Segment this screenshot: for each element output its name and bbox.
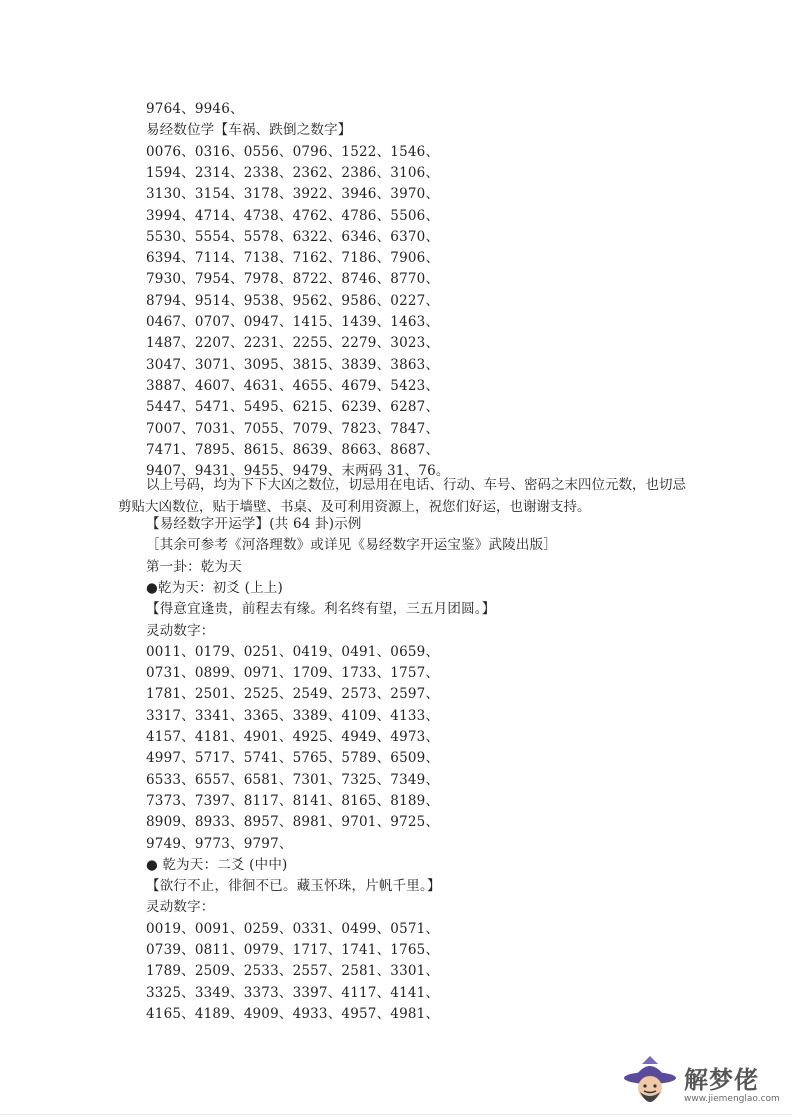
- page-bottom-rule: [0, 1114, 792, 1115]
- text-line: 7007、7031、7055、7079、7823、7847、: [146, 420, 440, 437]
- text-line: 3325、3349、3373、3397、4117、4141、: [146, 984, 440, 1001]
- text-line: 0076、0316、0556、0796、1522、1546、: [146, 143, 440, 160]
- text-line: ● 乾为天：二爻 (中中): [146, 856, 288, 873]
- text-line: 1789、2509、2533、2557、2581、3301、: [146, 963, 440, 980]
- text-line: 【易经数字开运学】(共 64 卦)示例: [146, 516, 362, 532]
- text-line: 0011、0179、0251、0419、0491、0659、: [146, 643, 440, 660]
- text-line: 3994、4714、4738、4762、4786、5506、: [146, 207, 440, 224]
- text-line: 0731、0899、0971、1709、1733、1757、: [146, 665, 440, 682]
- text-line: 易经数位学【车祸、跌倒之数字】: [146, 122, 352, 139]
- text-line: 5530、5554、5578、6322、6346、6370、: [146, 228, 440, 245]
- text-line: ●乾为天：初爻 (上上): [146, 579, 284, 596]
- text-line: 6533、6557、6581、7301、7325、7349、: [146, 771, 440, 788]
- text-line: 4997、5717、5741、5765、5789、6509、: [146, 750, 440, 767]
- text-line: 4157、4181、4901、4925、4949、4973、: [146, 729, 440, 745]
- text-line: 8794、9514、9538、9562、9586、0227、: [146, 292, 440, 309]
- text-line: 灵动数字：: [146, 899, 215, 916]
- text-line: 1781、2501、2525、2549、2573、2597、: [146, 686, 440, 703]
- text-line: 8909、8933、8957、8981、9701、9725、: [146, 814, 440, 831]
- text-line: 3047、3071、3095、3815、3839、3863、: [146, 356, 440, 373]
- text-line: 【欲行不止，徘徊不已。藏玉怀珠，片帆千里。】: [146, 878, 441, 895]
- text-line: 9407、9431、9455、9479、末两码 31、76。: [146, 463, 450, 480]
- text-line: 0019、0091、0259、0331、0499、0571、: [146, 920, 440, 937]
- site-watermark: [622, 1052, 782, 1116]
- fortune-teller-icon: [622, 1056, 678, 1112]
- text-line: ［其余可参考《河洛理数》或详见《易经数字开运宝鉴》武陵出版］: [146, 537, 557, 554]
- text-line: 3130、3154、3178、3922、3946、3970、: [146, 186, 440, 203]
- text-line: 1594、2314、2338、2362、2386、3106、: [146, 164, 440, 181]
- text-line: 7373、7397、8117、8141、8165、8189、: [146, 792, 440, 809]
- text-line: 1487、2207、2231、2255、2279、3023、: [146, 335, 440, 352]
- text-line: 0739、0811、0979、1717、1741、1765、: [146, 942, 440, 958]
- text-line: 7930、7954、7978、8722、8746、8770、: [146, 271, 440, 288]
- text-line: 灵动数字：: [146, 622, 215, 639]
- text-line: 0467、0707、0947、1415、1439、1463、: [146, 314, 440, 330]
- text-line: 5447、5471、5495、6215、6239、6287、: [146, 399, 440, 416]
- watermark-title: 解梦佬: [684, 1066, 759, 1094]
- text-line: 9749、9773、9797、: [146, 835, 293, 852]
- text-line: 9764、9946、: [146, 101, 244, 117]
- text-line: 3887、4607、4631、4655、4679、5423、: [146, 377, 440, 394]
- notice-paragraph: 以上号码，均为下下大凶之数位，切忌用在电话、行动、车号、密码之末四位元数，也切忌剪贴大凶数位，贴于墙壁、书桌、及可利用资源上，祝您们好运，也谢谢支持。: [118, 477, 686, 515]
- text-line: 6394、7114、7138、7162、7186、7906、: [146, 250, 440, 267]
- text-line: 3317、3341、3365、3389、4109、4133、: [146, 707, 440, 724]
- text-line: 第一卦：乾为天: [146, 558, 242, 575]
- watermark-url: www.jiemenglao.com: [684, 1094, 780, 1104]
- text-line: 【得意宜逢贵，前程去有缘。利名终有望，三五月团圆。】: [146, 601, 496, 618]
- text-line: 4165、4189、4909、4933、4957、4981、: [146, 1005, 440, 1022]
- text-line: 7471、7895、8615、8639、8663、8687、: [146, 441, 440, 458]
